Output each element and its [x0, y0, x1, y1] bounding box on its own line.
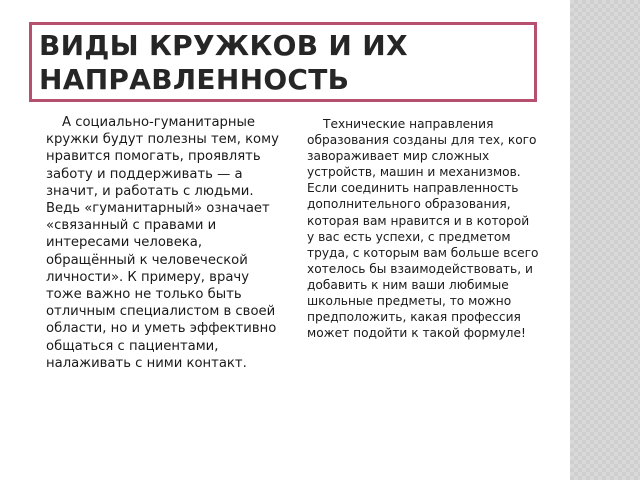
title-frame — [29, 22, 537, 102]
slide-title: ВИДЫ КРУЖКОВ И ИХ НАПРАВЛЕННОСТЬ — [39, 29, 408, 96]
side-pattern-strip — [570, 0, 640, 480]
right-text-column: Технические направления образования созданы для тех, кого завораживает мир сложных устройств, машин и механизмов. Если соединить направленность дополнительного образования, которая вам нравится и в которой у вас есть успехи, с предметом труда, с которым вам больше всего хотелось бы взаимодействовать, и добавить к ним ваши любимые школьные предметы, то можно предположить, какая профессия может подойти к такой формуле! — [307, 117, 539, 341]
left-text-column: А социально-гуманитарные кружки будут полезны тем, кому нравится помогать, проявлять заботу и поддерживать — а значит, и работать с людьми. Ведь «гуманитарный» означает «связанный с правами и интересами человека, обращённый к человеческой личности». К примеру, врачу тоже важно не только быть отличным специалистом в своей области, но и уметь эффективно общаться с пациентами, налаживать с ними контакт. — [46, 115, 279, 371]
